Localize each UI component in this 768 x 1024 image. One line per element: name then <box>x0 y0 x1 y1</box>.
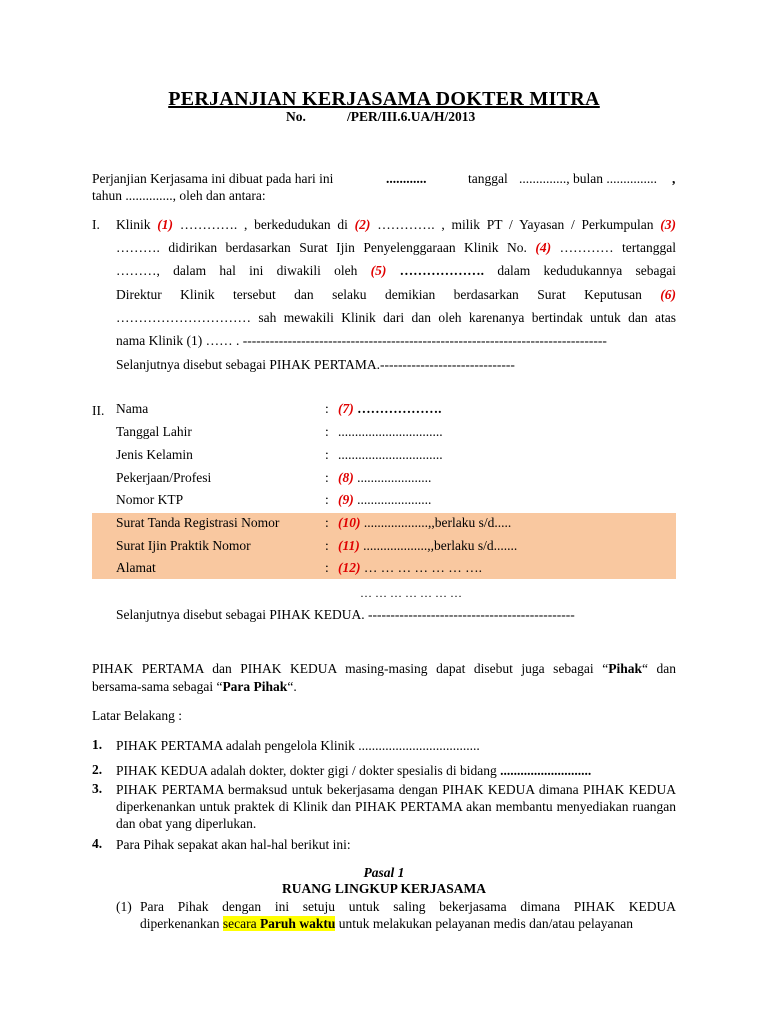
field-value <box>338 467 431 489</box>
field-value-text: ...................,,berlaku s/d..... <box>363 515 512 530</box>
background-item-text: Para Pihak sepakat akan hal-hal berikut ini: <box>116 837 351 852</box>
field-label: Surat Tanda Registrasi Nomor <box>116 515 280 530</box>
document-title: PERJANJIAN KERJASAMA DOKTER MITRA <box>168 88 600 110</box>
document-number-value: /PER/III.6.UA/H/2013 <box>347 109 476 124</box>
field-value <box>338 398 442 420</box>
background-item-text: PIHAK PERTAMA adalah pengelola Klinik .................................... <box>116 738 480 753</box>
field-label: Alamat <box>116 560 156 575</box>
pasal-item-line-1: Para Pihak dengan ini setuju untuk saling bekerjasama dimana PIHAK KEDUA <box>140 899 676 914</box>
section-2-closing: Selanjutnya disebut sebagai PIHAK KEDUA. ---------------------------------------------- <box>116 607 575 622</box>
field-colon: : <box>325 560 329 575</box>
field-row <box>116 489 432 511</box>
parties-line-2: bersama-sama sebagai “Para Pihak“. <box>92 679 297 694</box>
parties-line-1: PIHAK PERTAMA dan PIHAK KEDUA masing-masing dapat disebut juga sebagai “Pihak“ dan <box>92 661 676 676</box>
field-value <box>338 444 443 466</box>
field-marker: (11) <box>338 538 360 553</box>
field-value-text: ............................... <box>338 447 443 462</box>
field-label: Pekerjaan/Profesi <box>116 470 212 485</box>
background-item-number: 4. <box>92 836 103 851</box>
field-value-text: ............................... <box>338 424 443 439</box>
field-row <box>116 467 432 489</box>
field-label: Nama <box>116 401 149 416</box>
background-label: Latar Belakang : <box>92 708 182 723</box>
field-label: Nomor KTP <box>116 492 184 507</box>
field-label: Surat Ijin Praktik Nomor <box>116 538 251 553</box>
field-colon: : <box>325 424 329 439</box>
section-1-line-2: ………. didirikan berdasarkan Surat Ijin Penyelenggaraan Klinik No. (4) ………… tertanggal <box>116 240 677 255</box>
address-continuation: … … … … … … … <box>360 586 462 600</box>
field-marker: (9) <box>338 492 354 507</box>
pasal-item-line-2: diperkenankan secara Paruh waktu untuk melakukan pelayanan medis dan/atau pelayanan <box>140 916 633 931</box>
field-marker: (8) <box>338 470 354 485</box>
field-row <box>116 557 482 579</box>
section-1-line-5: ………………………… sah mewakili Klinik dari dan oleh karenanya bertindak untuk dan atas <box>116 310 676 325</box>
field-label: Tanggal Lahir <box>116 424 192 439</box>
intro-line-2: tahun .............., oleh dan antara: <box>92 188 266 203</box>
intro-line-1: Perjanjian Kerjasama ini dibuat pada hari ini ............ tanggal .............., bulan ............... , <box>92 171 676 186</box>
background-item-text: PIHAK PERTAMA bermaksud untuk bekerjasama dengan PIHAK KEDUA dimana PIHAK KEDUA diperkenankan untuk praktek di Klinik dan PIHAK PERTAMA akan membantu menyediakan ruangan dan obat yang diperlukan. <box>116 782 676 831</box>
section-1-numeral: I. <box>92 217 100 232</box>
background-item-number: 3. <box>92 781 103 796</box>
field-value <box>338 557 482 579</box>
field-colon: : <box>325 447 329 462</box>
field-marker: (12) <box>338 560 361 575</box>
background-item-text: PIHAK KEDUA adalah dokter, dokter gigi / dokter spesialis di bidang ........................... <box>116 763 592 778</box>
field-value <box>338 512 511 534</box>
section-1-closing: Selanjutnya disebut sebagai PIHAK PERTAMA.------------------------------ <box>116 357 515 372</box>
section-1-line-6: nama Klinik (1) …… . --------------------------------------------------------------------------------- <box>116 333 607 348</box>
section-1-line-4: Direktur Klinik tersebut dan selaku demikian berdasarkan Surat Keputusan (6) <box>116 287 676 302</box>
field-marker: (10) <box>338 515 361 530</box>
field-value-text: ...................... <box>357 470 432 485</box>
field-row <box>116 421 443 443</box>
field-marker: (7) <box>338 401 354 416</box>
section-2-numeral: II. <box>92 403 105 418</box>
field-colon: : <box>325 515 329 530</box>
field-row <box>116 535 518 557</box>
field-value <box>338 535 517 557</box>
field-row <box>116 512 512 534</box>
field-colon: : <box>325 470 329 485</box>
section-1-line-1: Klinik (1) …………. , berkedudukan di (2) …………. , milik PT / Yayasan / Perkumpulan (3) <box>116 217 677 232</box>
field-value-text: ………………. <box>357 401 442 416</box>
background-item-number: 1. <box>92 737 103 752</box>
field-colon: : <box>325 401 329 416</box>
document-number-label: No. <box>286 109 306 124</box>
section-1-line-3: ………, dalam hal ini diwakili oleh (5) ………………. dalam kedudukannya sebagai <box>116 263 677 278</box>
pasal-number: Pasal 1 <box>363 865 405 880</box>
field-value-text: ...................... <box>357 492 432 507</box>
field-value <box>338 421 443 443</box>
pasal-heading: RUANG LINGKUP KERJASAMA <box>281 881 486 896</box>
field-label: Jenis Kelamin <box>116 447 193 462</box>
field-value-text: … … … … … … …. <box>363 560 482 575</box>
field-row <box>116 444 443 466</box>
background-item-number: 2. <box>92 762 103 777</box>
field-value-text: ...................,,berlaku s/d....... <box>363 538 518 553</box>
field-row <box>116 398 442 420</box>
pasal-item-number: (1) <box>116 899 132 914</box>
field-colon: : <box>325 538 329 553</box>
field-colon: : <box>325 492 329 507</box>
field-value <box>338 489 431 511</box>
